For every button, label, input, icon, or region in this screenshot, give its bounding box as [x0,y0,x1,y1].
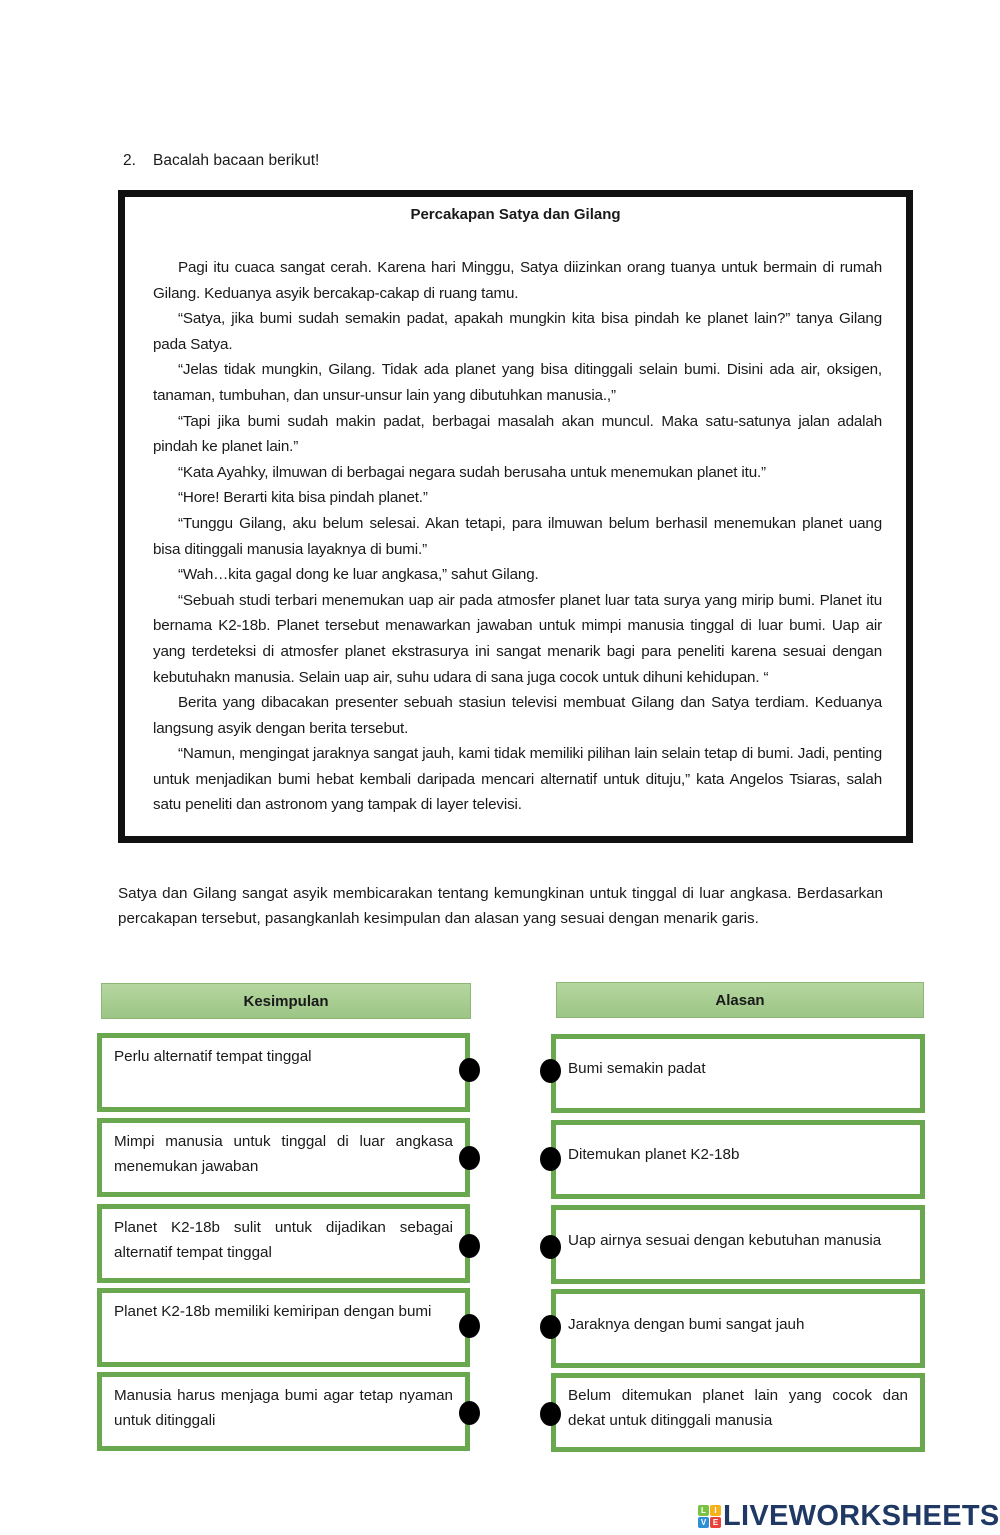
left-connector-dot-4[interactable] [459,1314,480,1338]
right-connector-dot-1[interactable] [540,1059,561,1083]
question-prompt: Bacalah bacaan berikut! [153,152,320,169]
conclusion-card-5 [97,1372,470,1451]
left-connector-dot-1[interactable] [459,1058,480,1082]
reading-paragraph: “Wah…kita gagal dong ke luar angkasa,” sahut Gilang. [178,566,539,584]
conclusion-text: Mimpi manusia untuk tinggal di luar angkasa menemukan jawaban [114,1133,453,1175]
liveworksheets-brand [698,1500,1000,1533]
conclusion-card-2 [97,1118,470,1197]
logo-letter-e: E [710,1517,721,1528]
right-connector-dot-3[interactable] [540,1235,561,1259]
right-connector-dot-4[interactable] [540,1315,561,1339]
conclusion-card-4 [97,1288,470,1367]
kesimpulan-header: Kesimpulan [101,983,471,1019]
left-connector-dot-5[interactable] [459,1401,480,1425]
reason-text: Uap airnya sesuai dengan kebutuhan manusia [568,1232,882,1249]
reading-body [153,255,882,818]
left-connector-dot-2[interactable] [459,1146,480,1170]
alasan-header: Alasan [556,982,924,1018]
left-connector-dot-3[interactable] [459,1234,480,1258]
reading-passage-box [118,190,913,843]
reading-paragraph: “Sebuah studi terbari menemukan uap air pada atmosfer planet luar tata surya yang mirip bumi. Planet itu bernama K2-18b. Planet tersebut menawarkan jawaban untuk mimpi manusia tinggal di luar bumi. Uap air yang terdeteksi di atmosfer planet ekstrasurya ini sangat menarik bagi para peneliti karena sesuai dengan kebutuhakn manusia. Selain uap air, suhu udara di sana juga cocok untuk dihuni kehidupan. “ [153,591,882,686]
logo-letter-i: I [710,1505,721,1516]
reason-card-2 [551,1120,925,1199]
reading-paragraph: Berita yang dibacakan presenter sebuah stasiun televisi membuat Gilang dan Satya terdiam. Keduanya langsung asyik dengan berita tersebut. [153,694,882,737]
reason-text: Ditemukan planet K2-18b [568,1146,740,1163]
logo-letter-v: V [698,1517,709,1528]
question-number: 2. [123,152,136,169]
reason-text: Jaraknya dengan bumi sangat jauh [568,1316,805,1333]
reading-paragraph: “Jelas tidak mungkin, Gilang. Tidak ada planet yang bisa ditinggali selain bumi. Disini ada air, oksigen, tanaman, tumbuhan, dan unsur-unsur lain yang dibutuhkan manusia.,” [153,361,882,404]
logo-letter-l: L [698,1505,709,1516]
liveworksheets-logo-icon [698,1505,721,1528]
reason-card-5 [551,1373,925,1452]
conclusion-text: Perlu alternatif tempat tinggal [114,1048,312,1065]
reading-paragraph: “Satya, jika bumi sudah semakin padat, apakah mungkin kita bisa pindah ke planet lain?” tanya Gilang pada Satya. [153,310,882,353]
reason-card-1 [551,1034,925,1113]
conclusion-text: Planet K2-18b sulit untuk dijadikan sebagai alternatif tempat tinggal [114,1219,453,1261]
conclusion-text: Manusia harus menjaga bumi agar tetap nyaman untuk ditinggali [114,1387,453,1429]
reason-card-3 [551,1205,925,1284]
reading-paragraph: “Namun, mengingat jaraknya sangat jauh, kami tidak memiliki pilihan lain selain tetap di bumi. Jadi, penting untuk menjadikan bumi hebat kembali daripada mencari alternatif untuk dituju,” kata Angelos Tsiaras, salah satu peneliti dan astronom yang tampak di layer televisi. [153,745,882,814]
reading-paragraph: “Tunggu Gilang, aku belum selesai. Akan tetapi, para ilmuwan belum berhasil menemukan planet uang bisa ditinggali manusia layaknya di bumi.” [153,514,882,558]
matching-instruction: Satya dan Gilang sangat asyik membicarakan tentang kemungkinan untuk tinggal di luar angkasa. Berdasarkan percakapan tersebut, pasangkanlah kesimpulan dan alasan yang sesuai dengan menarik garis. [118,885,883,927]
reading-paragraph: “Kata Ayahky, ilmuwan di berbagai negara sudah berusaha untuk menemukan planet itu.” [178,463,766,481]
brand-name: LIVEWORKSHEETS [723,1500,1000,1532]
reading-paragraph: “Tapi jika bumi sudah makin padat, berbagai masalah akan muncul. Maka satu-satunya jalan adalah pindah ke planet lain.” [153,412,882,456]
conclusion-text: Planet K2-18b memiliki kemiripan dengan bumi [114,1303,432,1320]
conclusion-card-3 [97,1204,470,1283]
reading-paragraph: Pagi itu cuaca sangat cerah. Karena hari Minggu, Satya diizinkan orang tuanya untuk bermain di rumah Gilang. Keduanya asyik bercakap-cakap di ruang tamu. [153,259,882,302]
reading-title: Percakapan Satya dan Gilang [410,206,621,223]
reason-text: Bumi semakin padat [568,1060,706,1077]
conclusion-card-1 [97,1033,470,1112]
reason-text: Belum ditemukan planet lain yang cocok dan dekat untuk ditinggali manusia [568,1387,908,1429]
reading-paragraph: “Hore! Berarti kita bisa pindah planet.” [178,489,428,507]
question-heading [123,152,319,170]
right-connector-dot-2[interactable] [540,1147,561,1171]
right-connector-dot-5[interactable] [540,1402,561,1426]
reason-card-4 [551,1289,925,1368]
